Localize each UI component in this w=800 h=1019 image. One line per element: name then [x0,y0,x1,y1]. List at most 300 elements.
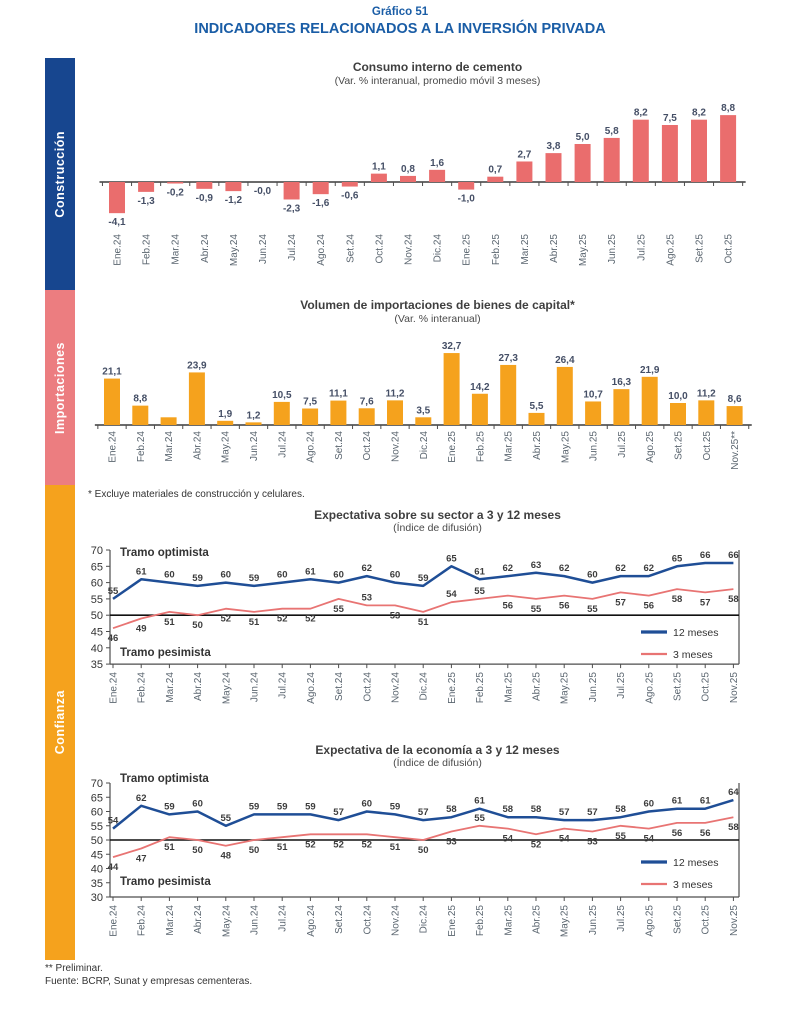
legend-label: 12 meses [673,857,719,869]
month-label: Abr.24 [199,234,211,263]
month-label: Set.25 [672,905,684,934]
month-label: Mar.25 [503,905,515,936]
month-label: May.25 [559,672,571,705]
month-label: Jun.24 [249,905,261,936]
point-label: 57 [558,807,570,819]
point-label: 58 [446,804,457,816]
bar-value-label: 5,8 [604,125,619,137]
y-tick-label: 60 [90,577,103,590]
point-label: 52 [333,839,344,851]
month-label: Jul.24 [277,905,289,932]
y-tick-labels [91,545,110,671]
month-label: Set.25 [673,431,685,460]
point-label: 55 [107,585,119,597]
bar-value-label: 8,8 [721,103,736,115]
month-label: Dic.24 [418,431,430,460]
bar-value-label: 0,7 [488,164,503,176]
point-label: 51 [276,842,288,854]
month-label: Jul.25 [616,672,628,699]
month-label: Feb.25 [475,672,487,704]
bar-value-label: 16,3 [611,377,632,389]
point-label: 62 [615,563,626,575]
zone-top-label: Tramo optimista [120,547,209,559]
month-label: Feb.25 [475,905,487,937]
y-tick-label: 70 [90,778,103,790]
bar [342,182,358,187]
bar [691,120,707,182]
month-label: May.24 [228,234,240,267]
month-label: Ago.25 [665,234,677,266]
bar [217,421,233,425]
month-label: Nov.24 [390,431,402,462]
bar [371,174,387,182]
point-label: 57 [333,807,344,819]
y-tick-labels [91,778,110,904]
bar [387,400,403,425]
month-axis-labels [113,234,735,266]
zone-bottom-label: Tramo pesimista [120,647,211,659]
month-label: Oct.25 [701,431,713,461]
cemento-chart-subtitle: (Var. % interanual, promedio móvil 3 meses) [334,75,541,87]
month-label: May.25 [578,233,590,267]
point-label: 53 [587,836,598,848]
bar [529,413,545,425]
point-label: 51 [164,616,175,628]
point-label: 60 [276,569,288,581]
importaciones-chart-subtitle: (Var. % interanual) [394,313,481,325]
point-label: 62 [135,792,147,804]
point-labels [108,813,739,873]
month-label: Mar.25 [503,431,515,462]
point-label: 44 [107,862,119,874]
cemento-chart-title: Consumo interno de cemento [352,60,523,74]
point-label: 52 [305,839,316,851]
bar-value-label: -0,9 [195,192,213,204]
bar-value-label: 10,5 [272,389,292,401]
bar-value-label: -1,0 [457,193,475,205]
bar [274,402,290,425]
month-label: Oct.25 [723,234,735,264]
bar-value-label: 3,8 [546,141,561,153]
point-label: 59 [192,572,203,584]
month-label: Jul.24 [277,431,289,458]
bar-value-label: 14,2 [470,381,490,393]
y-tick-label: 55 [90,820,103,833]
point-label: 61 [474,795,485,807]
point-label: 62 [361,563,373,575]
figure-number: Gráfico 51 [371,6,429,18]
point-label: 53 [389,610,401,622]
month-label: Set.24 [334,672,346,702]
month-label: Jun.25 [587,672,599,703]
month-label: Oct.25 [700,905,712,935]
point-label: 58 [728,822,739,834]
bar [472,394,488,425]
bar-value-label: 8,6 [727,394,742,406]
bar [516,161,532,182]
legend-label: 3 meses [673,649,713,661]
month-label: Abr.25 [531,905,543,934]
bar [500,365,516,425]
month-label: Abr.25 [532,431,543,460]
point-label: 61 [305,566,316,578]
sidebar-label-construccion: Construcción [53,130,67,218]
importaciones-chart [85,328,790,490]
legend [641,627,719,661]
bar-value-label: 5,0 [575,132,590,143]
point-label: 60 [389,569,401,581]
point-label: 62 [558,563,570,575]
month-label: May.24 [221,672,233,705]
bar-value-label: 10,7 [583,389,603,401]
month-label: Jun.24 [249,431,260,462]
bar [109,182,125,213]
y-tick-label: 40 [90,863,103,876]
legend [641,857,719,891]
point-label: 55 [333,603,344,615]
bar-value-label: 1,6 [430,157,445,169]
bar-value-label: 8,2 [633,107,648,119]
month-label: Ene.25 [446,672,458,704]
month-axis-labels [108,431,742,470]
month-label: Nov.25 [728,672,740,704]
point-label: 57 [615,597,626,609]
month-label: Oct.24 [362,905,374,935]
bar [444,353,460,425]
point-label: 55 [474,812,485,824]
preliminary-footnote: ** Preliminar. [45,963,103,974]
month-label: Ago.24 [305,905,317,937]
bar [196,182,212,189]
bar [313,182,329,194]
month-label: Set.25 [694,234,706,263]
month-label: Ago.24 [316,234,328,266]
bar-value-label: 21,1 [102,366,122,378]
cemento-chart [85,92,790,294]
month-label: Ene.24 [107,431,119,463]
point-label: 58 [671,594,683,606]
point-label: 66 [699,550,711,562]
point-label: 59 [305,801,316,813]
source-footnote: Fuente: BCRP, Sunat y empresas cementeras. [45,976,253,987]
month-label: Nov.25 [728,905,740,936]
importaciones-chart-title: Volumen de importaciones de bienes de capital* [300,298,575,312]
month-label: Set.24 [333,431,345,460]
bar-value-label: -1,6 [312,198,330,210]
sidebar-section-construccion [45,58,75,290]
month-axis-labels [109,672,740,704]
bar-value-label: 0,8 [401,163,415,175]
point-label: 60 [361,798,373,810]
month-label: Ago.25 [645,431,657,463]
point-label: 59 [248,801,260,813]
month-axis-labels [109,905,740,937]
y-tick-label: 55 [90,593,103,606]
month-label: Jun.24 [249,672,261,703]
point-label: 56 [558,600,570,612]
bar-value-label: 23,9 [187,360,207,372]
bar-value-label: 8,8 [133,393,148,405]
point-label: 51 [164,842,175,854]
bar [415,417,431,425]
bar [167,182,183,184]
month-label: May.24 [220,431,232,464]
month-label: Feb.25 [475,431,487,463]
month-label: Ago.25 [644,672,656,704]
bar [225,182,241,191]
month-label: Ago.24 [305,672,317,704]
y-tick-label: 65 [90,561,103,574]
month-label: May.25 [559,905,571,938]
bar-value-label: 7,5 [303,396,318,408]
point-label: 58 [728,594,739,606]
bar [246,422,262,425]
month-label: Jul.25 [616,431,628,458]
category-sidebar [45,58,75,960]
legend-label: 12 meses [673,627,719,639]
month-label: Oct.25 [700,672,712,702]
month-label: Ene.25 [446,905,458,937]
point-label: 54 [643,833,655,845]
month-label: Abr.25 [531,672,543,702]
bar-value-label: 3,5 [416,405,431,417]
month-label: Jun.24 [258,234,269,265]
bar-value-label: 26,4 [555,354,575,366]
point-label: 51 [417,616,429,628]
bar [487,177,503,182]
month-label: Mar.24 [164,431,176,462]
bar-value-label: 10,0 [668,391,688,402]
month-label: Ene.25 [447,431,459,463]
bar-value-label: -0,6 [341,190,359,202]
point-label: 55 [530,603,542,615]
month-label: May.24 [221,905,233,938]
bar [604,138,620,182]
bar [613,389,629,425]
bar [359,408,375,425]
month-label: Mar.25 [519,234,531,265]
month-label: Nov.24 [390,905,402,936]
month-label: Feb.24 [141,234,153,266]
bar-value-label: 7,6 [359,396,374,408]
month-label: Feb.24 [136,672,148,704]
month-label: Feb.24 [136,905,148,937]
bar-value-label: 7,5 [662,113,677,124]
y-tick-label: 45 [90,849,103,862]
month-label: Set.25 [672,672,684,702]
bar [458,182,474,190]
month-label: Oct.24 [374,234,386,264]
point-label: 53 [361,592,373,604]
bar-value-label: 11,1 [328,388,348,400]
month-label: Jul.24 [287,234,299,261]
point-label: 51 [248,616,260,628]
y-tick-label: 70 [90,545,103,557]
point-label: 50 [248,845,260,856]
point-label: 63 [530,559,542,571]
economy-expectations-chart [85,772,797,972]
bar-value-label: 32,7 [441,341,462,353]
month-label: Jun.25 [588,430,600,462]
month-label: Mar.24 [170,234,182,265]
bar [400,176,416,182]
bar-value-label: -4,1 [108,217,126,229]
month-label: Abr.25 [549,234,560,263]
point-label: 62 [502,563,514,575]
bar-value-label: 1,9 [218,408,233,420]
bar [189,372,205,425]
point-label: 51 [389,842,401,854]
bar [727,406,743,425]
bar [585,401,601,425]
zone-bottom-label: Tramo pesimista [120,876,211,888]
point-label: 60 [587,569,598,581]
bar [670,403,686,425]
bar [575,144,591,182]
month-label: Jul.25 [616,905,628,932]
bar-value-label: 21,9 [639,364,660,376]
bar-value-label: 27,3 [498,352,518,364]
point-label: 50 [417,845,429,856]
bar-value-label: 1,1 [371,161,386,173]
point-label: 59 [417,572,429,584]
point-label: 61 [135,566,147,578]
point-label: 50 [192,845,203,856]
point-label: 61 [699,795,711,807]
point-label: 60 [164,569,175,581]
point-label: 50 [192,620,203,632]
point-label: 47 [135,853,147,865]
point-label: 60 [643,798,655,810]
point-label: 61 [474,566,485,578]
month-label: Nov.25** [730,431,742,470]
month-label: Feb.25 [490,234,502,266]
month-label: Dic.24 [418,905,430,934]
bar-value-label: -1,2 [224,195,243,207]
y-tick-label: 60 [90,806,103,819]
imports-footnote: * Excluye materiales de construcción y celulares. [88,489,305,500]
bar-value-label: 2,7 [517,149,532,161]
bar [302,409,318,426]
bar [557,367,573,425]
bar [284,182,300,199]
month-label: Nov.24 [390,672,402,704]
y-tick-label: 65 [90,792,103,805]
sector-expectations-chart [85,538,797,734]
point-label: 62 [643,563,655,575]
bar [132,406,148,425]
month-label: Abr.24 [192,431,204,460]
month-label: Set.24 [345,234,357,263]
point-label: 56 [502,600,514,612]
bar-value-label: 11,2 [696,388,716,400]
point-label: 54 [558,833,570,845]
bar [642,377,658,425]
y-tick-label: 40 [90,642,103,655]
month-label: Mar.25 [503,672,515,703]
bar-value-label: -1,3 [137,195,155,207]
point-label: 52 [530,839,542,851]
month-label: Abr.24 [193,672,205,702]
month-label: Abr.24 [193,905,205,934]
y-tick-label: 30 [90,892,103,904]
point-label: 60 [192,798,203,810]
sidebar-label-importaciones: Importaciones [53,341,67,434]
point-label: 55 [474,585,485,597]
point-label: 60 [333,569,344,581]
sector-chart-title: Expectativa sobre su sector a 3 y 12 meses [314,508,561,522]
bar-value-label: 11,2 [385,388,405,400]
month-label: Dic.24 [432,234,444,263]
point-label: 58 [502,804,514,816]
sidebar-label-confianza: Confianza [53,690,67,755]
point-label: 64 [728,787,739,799]
sidebar-section-confianza [45,485,75,960]
point-label: 54 [446,589,457,601]
month-label: Nov.24 [403,234,415,265]
bar-value-label: -0,0 [253,186,272,197]
month-label: Jun.25 [587,905,599,936]
month-label: Ago.25 [644,905,656,937]
month-label: Mar.24 [164,905,176,936]
point-label: 56 [671,827,683,839]
month-label: Set.24 [334,905,346,934]
y-tick-label: 35 [90,659,103,672]
point-label: 52 [361,839,373,851]
bar [662,125,678,182]
point-label: 46 [107,633,119,645]
point-label: 57 [587,807,598,819]
point-label: 60 [220,569,232,581]
point-label: 52 [220,613,232,625]
economia-chart-subtitle: (Índice de difusión) [393,757,482,769]
bar [161,417,177,425]
point-label: 61 [671,795,683,807]
y-tick-label: 50 [90,610,103,623]
bar-value-label: -2,3 [282,203,301,215]
point-label: 57 [417,807,429,819]
point-label: 66 [728,550,739,562]
month-label: Ene.24 [108,905,120,937]
bar [429,170,445,182]
point-label: 65 [446,553,457,565]
month-label: Ene.25 [461,234,473,266]
point-label: 57 [699,597,711,609]
month-label: Oct.24 [362,431,374,461]
economia-chart-title: Expectativa de la economía a 3 y 12 meses [315,743,560,757]
point-label: 59 [248,572,260,584]
bar [633,120,649,182]
point-label: 59 [389,801,401,813]
month-label: Jun.25 [607,234,619,265]
point-label: 59 [164,801,175,813]
zone-top-label: Tramo optimista [120,773,209,785]
bar [546,153,562,182]
point-label: 55 [615,830,626,842]
bar-value-label: 5,5 [529,400,544,412]
y-tick-label: 45 [90,626,103,639]
month-label: Dic.24 [418,672,430,701]
point-label: 58 [530,804,542,816]
bar-value-label: 1,2 [246,410,261,422]
point-label: 65 [671,553,683,565]
point-label: 58 [615,804,626,816]
page-title: INDICADORES RELACIONADOS A LA INVERSIÓN PRIVADA [194,21,606,37]
y-tick-label: 35 [90,877,103,890]
point-label: 54 [107,815,119,827]
legend-label: 3 meses [673,879,713,891]
point-label: 56 [699,827,711,839]
